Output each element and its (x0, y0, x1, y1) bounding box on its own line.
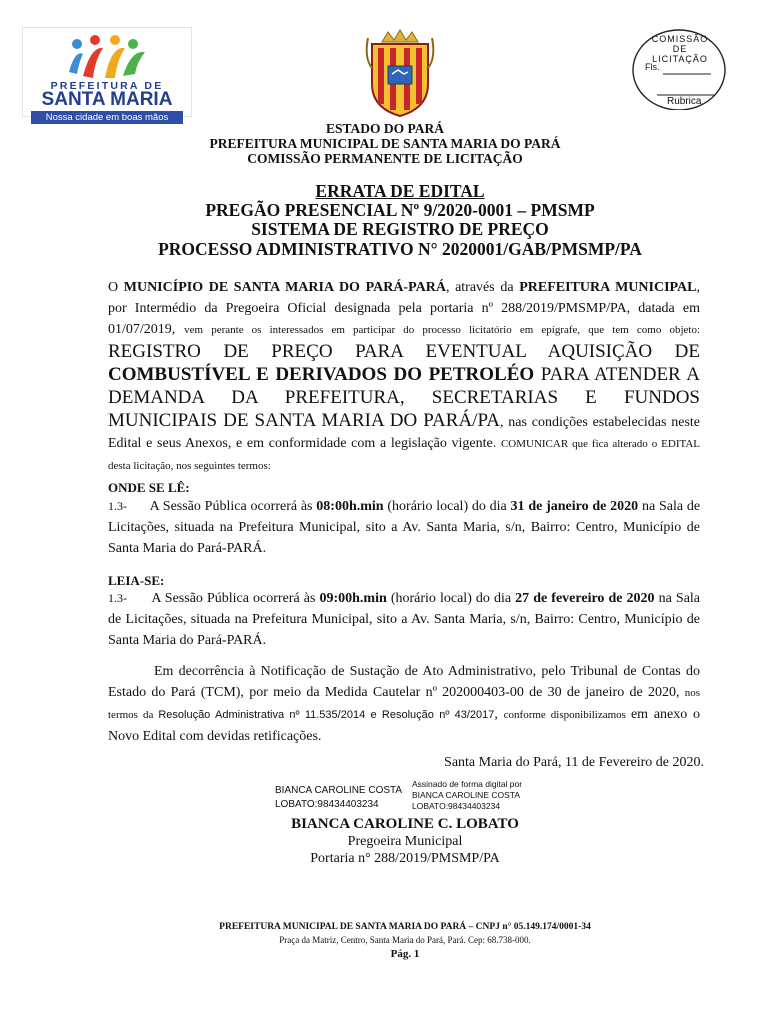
sig-right-line3: LOBATO:98434403234 (412, 801, 501, 811)
logo-line1: PREFEITURA DE (50, 80, 164, 92)
coat-of-arms-icon (358, 28, 442, 118)
logo-line2: SANTA MARIA (41, 89, 173, 110)
digital-signature-left (275, 784, 402, 812)
signer-portaria: Portaria n° 288/2019/PMSMP/PA (310, 851, 500, 866)
sig-left-name: BIANCA CAROLINE COSTA (275, 785, 403, 796)
stamp-ring-text: COMISSÃO DE LICITAÇÃO (651, 34, 709, 64)
leia-a: A Sessão Pública ocorrerá às (151, 591, 320, 606)
intro-e: , por Intermédio da Pregoeira Oficial designada pela portaria nº 288/2019/PMSMP/PA, datada em 01/07/2019, (108, 280, 700, 337)
onde-time: 08:00h.min (316, 499, 384, 514)
page-number: Pág. 1 (390, 948, 420, 960)
header-commission: COMISSÃO PERMANENTE DE LICITAÇÃO (247, 151, 523, 166)
intro-objeto: REGISTRO DE PREÇO PARA EVENTUAL AQUISIÇÃO DE (108, 341, 700, 362)
onde-a: A Sessão Pública ocorrerá às (149, 499, 317, 514)
intro-paragraph (108, 277, 700, 477)
intro-combustivel: COMBUSTÍVEL E DERIVADOS DO PETROLÉO (108, 364, 535, 385)
intro-municipio: MUNICÍPIO DE SANTA MARIA DO PARÁ-PARÁ (123, 280, 446, 295)
intro-j: , nas condições estabelecidas neste Edital e seus Anexos, e em conformidade com a legislação vigente. (108, 415, 700, 451)
sig-right-line2: BIANCA CAROLINE COSTA (412, 790, 521, 800)
header-prefeitura: PREFEITURA MUNICIPAL DE SANTA MARIA DO PARÁ (209, 136, 561, 151)
digital-signature-right (412, 779, 522, 812)
onde-num: 1.3- (108, 499, 127, 513)
signer-name: BIANCA CAROLINE C. LOBATO (291, 816, 519, 832)
people-emblem-icon (65, 32, 149, 82)
notice-e: conforme disponibilizamos (503, 709, 631, 721)
leia-num: 1.3- (108, 591, 127, 605)
document-title: ERRATA DE EDITAL (315, 181, 485, 201)
commission-stamp (623, 24, 735, 110)
notice-f: em anexo o Novo Edital com devidas retificações. (108, 707, 700, 744)
intro-a: O (108, 280, 124, 295)
stamp-rubrica-label: Rubrica (667, 96, 702, 107)
leia-c: (horário local) do dia (386, 591, 516, 606)
signer-role: Pregoeira Municipal (347, 834, 463, 849)
intro-comunicar: COMUNICAR (500, 438, 569, 450)
notice-paragraph (108, 661, 700, 747)
notice-a: Em decorrência à Notificação de Sustação de Ato Administrativo, pelo Tribunal de Contas do Estado do Pará (TCM), por meio da Medida Cautelar nº 202000403-00 de 30 de janeiro de 2020, (108, 664, 700, 700)
leia-paragraph (108, 588, 700, 651)
sig-left-id: LOBATO:98434403234 (275, 799, 379, 810)
sig-right-line1: Assinado de forma digital por (412, 779, 523, 789)
onde-paragraph (108, 496, 700, 559)
stamp-fls-label: Fls. (645, 62, 660, 72)
leia-date: 27 de fevereiro de 2020 (515, 591, 655, 606)
footer-cnpj: PREFEITURA MUNICIPAL DE SANTA MARIA DO PARÁ – CNPJ n° 05.149.174/0001-34 (219, 922, 591, 932)
leia-e: na Sala de Licitações, situada na Prefeitura Municipal, sito a Av. Santa Maria, s/n, Bairro: Centro, Município de Santa Maria do Pará-PARÁ. (108, 591, 701, 648)
onde-c: (horário local) do dia (383, 499, 511, 514)
processo-number: PROCESSO ADMINISTRATIVO N° 2020001/GAB/PMSMP/PA (158, 239, 642, 259)
notice-b: nos termos da (108, 687, 700, 721)
intro-l: que fica alterado o EDITAL desta licitação, nos seguintes termos: (108, 438, 700, 472)
intro-f: vem perante os interessados em participar do processo licitatório em epígrafe, que tem como objeto: (184, 324, 700, 336)
onde-heading: ONDE SE LÊ: (108, 480, 190, 495)
header-state: ESTADO DO PARÁ (325, 121, 444, 136)
intro-demanda: PARA ATENDER A DEMANDA DA PREFEITURA, SECRETARIAS E FUNDOS MUNICIPAIS DE SANTA MARIA DO PARÁ/PA (108, 364, 700, 431)
pregao-number: PREGÃO PRESENCIAL Nº 9/2020-0001 – PMSMP (205, 200, 595, 220)
date-line: Santa Maria do Pará, 11 de Fevereiro de 2020. (444, 755, 704, 770)
intro-c: , através da (445, 280, 520, 295)
notice-resolucao: Resolução Administrativa nº 11.535/2014 e Resolução nº 43/2017 (158, 709, 495, 721)
intro-prefeitura: PREFEITURA MUNICIPAL (519, 280, 697, 295)
prefeitura-logo (22, 27, 192, 123)
registro-preco-title: SISTEMA DE REGISTRO DE PREÇO (251, 219, 549, 239)
onde-date: 31 de janeiro de 2020 (510, 499, 639, 514)
notice-d: , (494, 707, 504, 722)
footer-address: Praça da Matriz, Centro, Santa Maria do Pará, Pará. Cep: 68.738-000. (279, 935, 531, 945)
onde-e: na Sala de Licitações, situada na Prefeitura Municipal, sito a Av. Santa Maria, s/n, Bairro: Centro, Município de Santa Maria do Pará-PARÁ. (108, 499, 701, 556)
leia-heading: LEIA-SE: (108, 573, 165, 588)
leia-time: 09:00h.min (319, 591, 387, 606)
logo-tagline: Nossa cidade em boas mãos (31, 111, 183, 124)
